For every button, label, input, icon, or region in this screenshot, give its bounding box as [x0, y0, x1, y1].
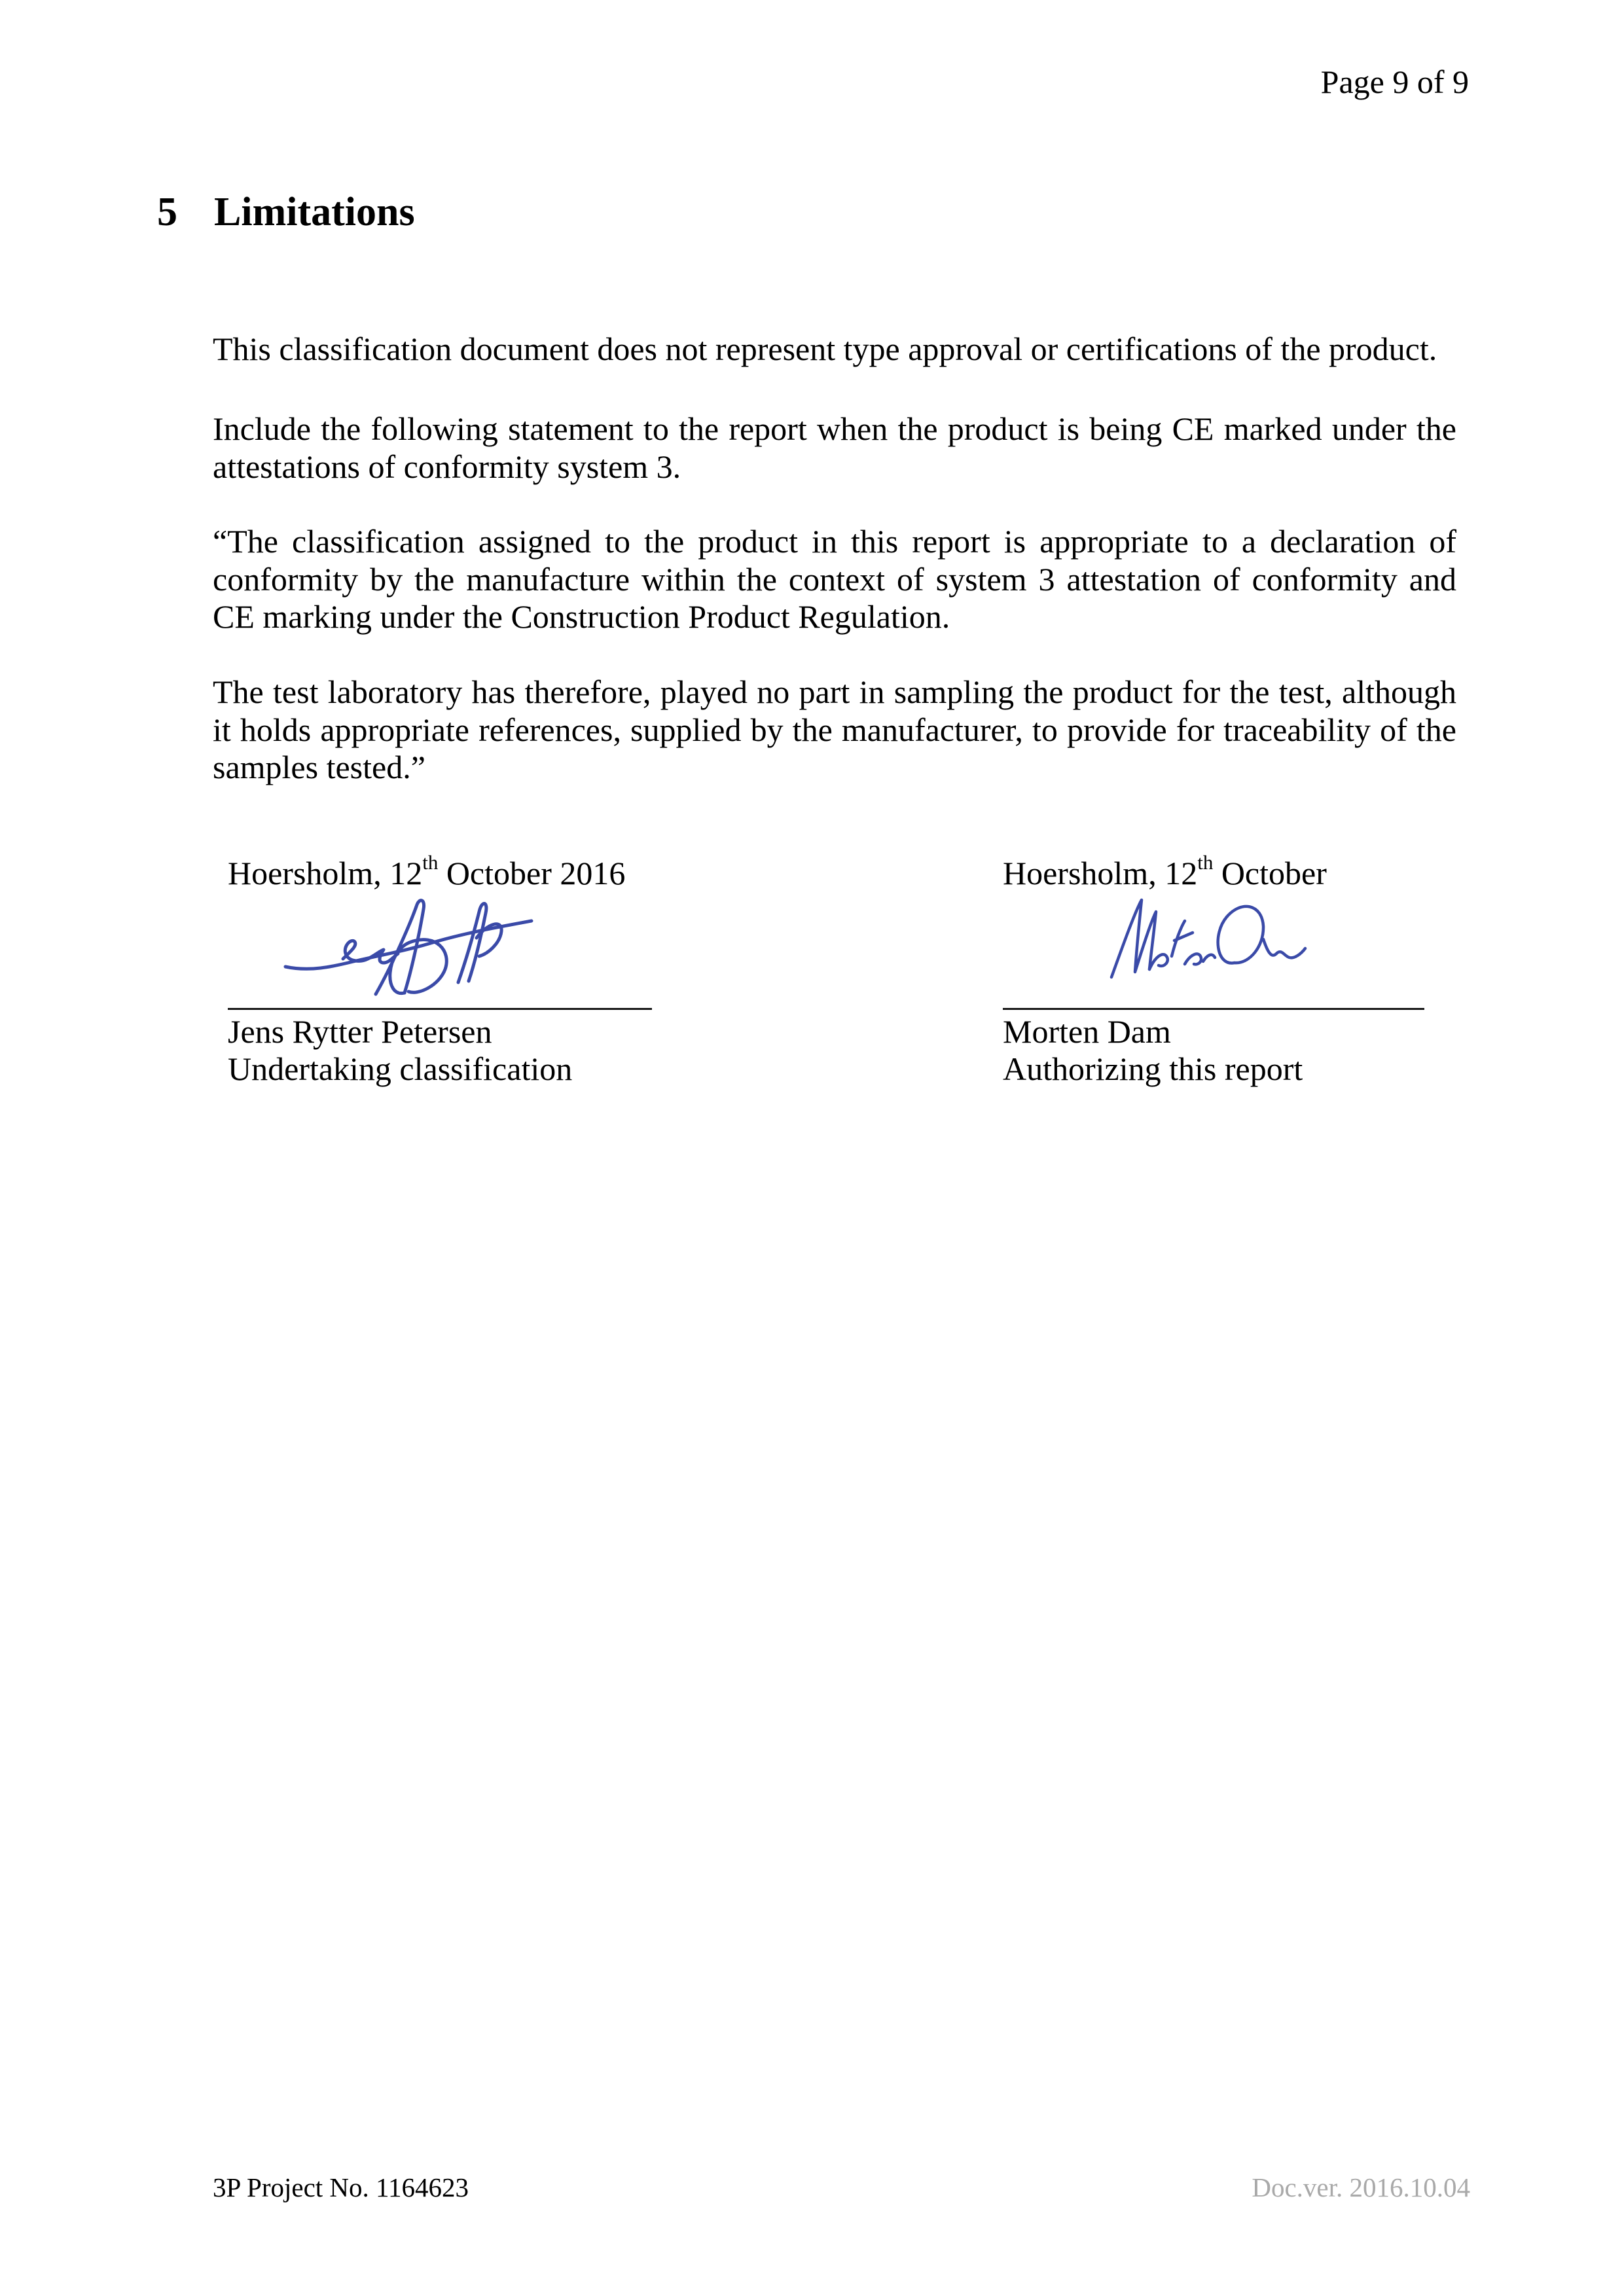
- section-heading: [157, 188, 415, 236]
- section-title: Limitations: [214, 190, 415, 234]
- signatory-name-right: Morten Dam: [1003, 1013, 1171, 1050]
- signature-date-right-prefix: Hoersholm, 12: [1003, 855, 1198, 891]
- signature-area-left: [228, 892, 652, 1008]
- signature-block-right: [1003, 851, 1424, 1088]
- footer-project-number: 3P Project No. 1164623: [213, 2172, 469, 2202]
- signature-area-right: [1003, 892, 1424, 1008]
- signatory-role-left: Undertaking classification: [228, 1050, 573, 1087]
- signature-date-left-ordinal: th: [422, 851, 439, 874]
- page-number: Page 9 of 9: [1320, 63, 1469, 100]
- signatory-name-left: Jens Rytter Petersen: [228, 1013, 492, 1050]
- paragraph-classification-quote: “The classification assigned to the product in this report is appropriate to a declaration of conformity by the manufacture within the context of system 3 attestation of conformity and CE marking under the Construction Product Regulation.: [213, 523, 1456, 635]
- paragraph-type-approval: This classification document does not represent type approval or certifications of the product.: [213, 331, 1437, 367]
- paragraph-ce-statement: Include the following statement to the report when the product is being CE marked under the attestations of conformity system 3.: [213, 410, 1456, 485]
- signature-block-left: [228, 851, 652, 1088]
- section-number: 5: [157, 190, 177, 234]
- signature-date-left-prefix: Hoersholm, 12: [228, 855, 423, 891]
- signature-line-right: [1003, 1008, 1424, 1010]
- morten-dam-signature-icon: [1106, 892, 1310, 987]
- signature-date-right: [1003, 851, 1424, 892]
- paragraph-test-laboratory: The test laboratory has therefore, played no part in sampling the product for the test, although it holds appropriate references, supplied by the manufacturer, to provide for traceability of the samples tested.”: [213, 673, 1456, 785]
- signature-line-left: [228, 1008, 652, 1010]
- signatory-role-right: Authorizing this report: [1003, 1050, 1303, 1087]
- signature-date-left: [228, 851, 652, 892]
- footer-doc-version: Doc.ver. 2016.10.04: [1252, 2172, 1470, 2202]
- signature-date-right-ordinal: th: [1197, 851, 1214, 874]
- jens-petersen-signature-icon: [280, 895, 539, 999]
- signature-date-left-suffix: October 2016: [438, 855, 626, 891]
- signature-date-right-suffix: October: [1213, 855, 1327, 891]
